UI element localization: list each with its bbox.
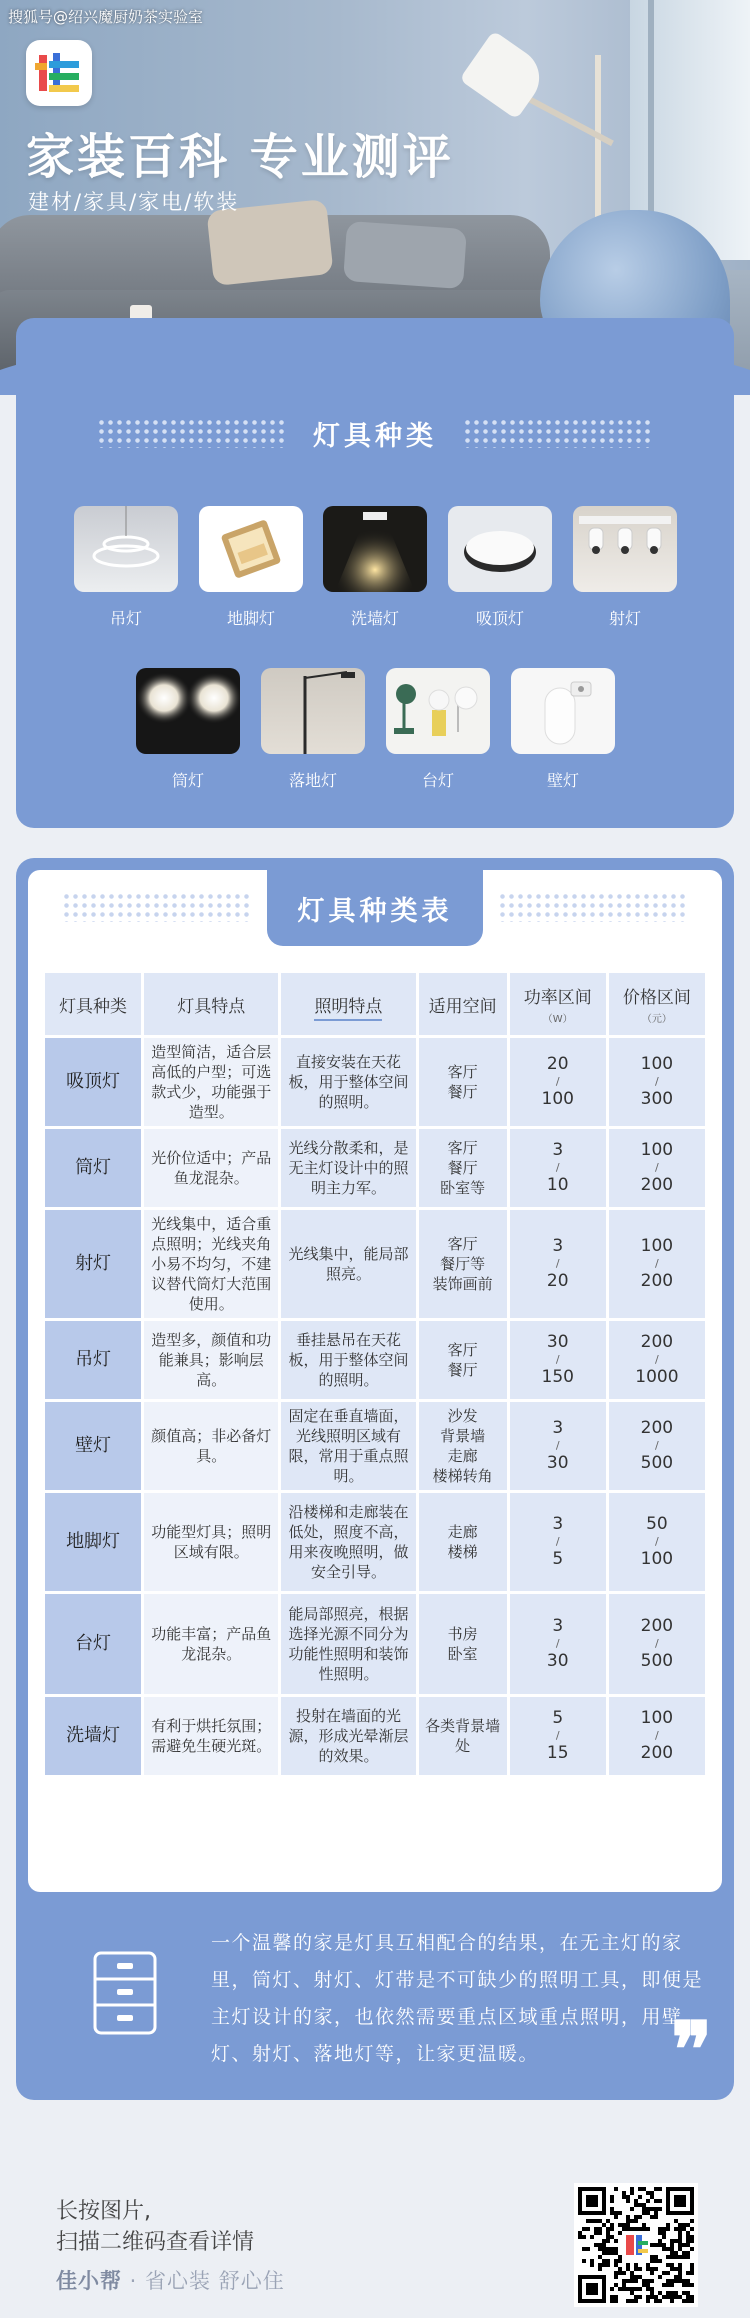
cell-price: 100 / 300 — [609, 1038, 705, 1126]
header-price: 价格区间 （元） — [609, 973, 705, 1035]
lamp-item-wall[interactable] — [511, 668, 615, 791]
cell-space: 书房 卧室 — [419, 1594, 507, 1694]
hero-title: 家装百科 专业测评 — [26, 129, 454, 185]
table-row — [45, 1697, 705, 1775]
cell-space: 走廊 楼梯 — [419, 1493, 507, 1591]
footer-line2: 扫描二维码查看详情 — [56, 2230, 255, 2255]
cell-price: 100 / 200 — [609, 1129, 705, 1207]
cell-power: 20 / 100 — [510, 1038, 606, 1126]
lamp-label: 吊灯 — [109, 609, 142, 628]
lamp-label: 筒灯 — [171, 771, 204, 790]
watermark: 搜狐号@绍兴魔厨奶茶实验室 — [8, 8, 204, 26]
lamp-label: 地脚灯 — [226, 609, 275, 628]
table-row — [45, 1402, 705, 1490]
cell-lighting: 沿楼梯和走廊装在低处，照度不高，用来夜晚照明，做安全引导。 — [281, 1493, 415, 1591]
decor-dots — [498, 892, 688, 922]
summary-text: 一个温馨的家是灯具互相配合的结果，在无主灯的家里，筒灯、射灯、灯带是不可缺少的照明工具，即便是主灯设计的家，也依然需要重点区域重点照明，用壁灯、射灯、落地灯等，让家更温暖。 — [211, 1932, 704, 2065]
cell-feature: 造型简洁，适合层高低的户型；可选款式少，功能强于造型。 — [144, 1038, 278, 1126]
table-row — [45, 1129, 705, 1207]
cell-lighting: 光线分散柔和，是无主灯设计中的照明主力军。 — [281, 1129, 415, 1207]
header-power: 功率区间 （W） — [510, 973, 606, 1035]
lamp-comparison-table — [42, 970, 708, 1778]
lamp-item-pendant[interactable] — [74, 506, 178, 629]
table-row — [45, 1210, 705, 1318]
lamp-item-downlight[interactable] — [136, 668, 240, 791]
table-header-row — [45, 973, 705, 1035]
cell-price: 200 / 500 — [609, 1594, 705, 1694]
cell-space: 客厅 餐厅 卧室等 — [419, 1129, 507, 1207]
downlight-icon — [136, 668, 240, 754]
hero-pillow — [343, 221, 467, 289]
header-type: 灯具种类 — [45, 973, 141, 1035]
section-title: 灯具种类表 — [297, 895, 453, 927]
table-row — [45, 1038, 705, 1126]
lamp-grid — [16, 318, 734, 828]
cell-space: 沙发 背景墙 走廊 楼梯转角 — [419, 1402, 507, 1490]
cell-feature: 光价位适中；产品鱼龙混杂。 — [144, 1129, 278, 1207]
pendant-lamp-icon — [74, 506, 178, 592]
cell-space: 各类背景墙处 — [419, 1697, 507, 1775]
lamp-types-card — [16, 318, 734, 828]
lamp-label: 吸顶灯 — [475, 609, 524, 628]
document-icon — [91, 1949, 159, 2037]
cell-price: 200 / 500 — [609, 1402, 705, 1490]
cell-lighting: 能局部照亮，根据选择光源不同分为功能性照明和装饰性照明。 — [281, 1594, 415, 1694]
cell-price: 200 / 1000 — [609, 1321, 705, 1399]
ceiling-lamp-icon — [448, 506, 552, 592]
cell-power: 3 / 30 — [510, 1594, 606, 1694]
cell-feature: 有利于烘托氛围；需避免生硬光斑。 — [144, 1697, 278, 1775]
cell-lighting: 投射在墙面的光源，形成光晕渐层的效果。 — [281, 1697, 415, 1775]
cell-power: 3 / 5 — [510, 1493, 606, 1591]
table-row — [45, 1321, 705, 1399]
section-title: 灯具种类 — [313, 420, 437, 452]
spotlight-icon — [573, 506, 677, 592]
cell-space: 客厅 餐厅 — [419, 1321, 507, 1399]
cell-type: 吸顶灯 — [45, 1038, 141, 1126]
cell-power: 3 / 30 — [510, 1402, 606, 1490]
cell-price: 100 / 200 — [609, 1210, 705, 1318]
footer-slogan: 佳小帮 · 省心装 舒心住 — [56, 2269, 285, 2293]
cell-type: 射灯 — [45, 1210, 141, 1318]
footer-line1: 长按图片, — [56, 2199, 151, 2224]
cell-feature: 光线集中，适合重点照明；光线夹角小易不均匀，不建议替代筒灯大范围使用。 — [144, 1210, 278, 1318]
cell-type: 台灯 — [45, 1594, 141, 1694]
lamp-label: 台灯 — [421, 771, 454, 790]
decor-dots — [62, 892, 252, 922]
lamp-label: 落地灯 — [288, 771, 337, 790]
cell-power: 5 / 15 — [510, 1697, 606, 1775]
cell-feature: 功能型灯具；照明区域有限。 — [144, 1493, 278, 1591]
quote-mark-icon: ❞ — [671, 2005, 712, 2094]
summary-card — [16, 1895, 734, 2100]
lamp-label: 射灯 — [608, 609, 641, 628]
cell-space: 客厅 餐厅等 装饰画前 — [419, 1210, 507, 1318]
cell-power: 30 / 150 — [510, 1321, 606, 1399]
cell-feature: 造型多，颜值和功能兼具；影响层高。 — [144, 1321, 278, 1399]
desk-lamp-icon — [386, 668, 490, 754]
cell-price: 50 / 100 — [609, 1493, 705, 1591]
lamp-item-ceiling[interactable] — [448, 506, 552, 629]
qr-code-icon[interactable] — [574, 2183, 698, 2307]
lamp-table-card — [16, 858, 734, 1920]
header-feature: 灯具特点 — [144, 973, 278, 1035]
header-space: 适用空间 — [419, 973, 507, 1035]
floor-lamp-icon — [261, 668, 365, 754]
cell-type: 筒灯 — [45, 1129, 141, 1207]
wall-lamp-icon — [511, 668, 615, 754]
cell-feature: 功能丰富；产品鱼龙混杂。 — [144, 1594, 278, 1694]
cell-power: 3 / 20 — [510, 1210, 606, 1318]
cell-type: 地脚灯 — [45, 1493, 141, 1591]
header-lighting: 照明特点 — [281, 973, 415, 1035]
cell-lighting: 垂挂悬吊在天花板，用于整体空间的照明。 — [281, 1321, 415, 1399]
lamp-label: 洗墙灯 — [350, 609, 399, 628]
brand-logo-icon — [26, 40, 92, 106]
cell-feature: 颜值高；非必备灯具。 — [144, 1402, 278, 1490]
cell-lighting: 固定在垂直墙面，光线照明区域有限，常用于重点照明。 — [281, 1402, 415, 1490]
lamp-item-desk[interactable] — [386, 668, 490, 791]
lamp-item-floor[interactable] — [261, 668, 365, 791]
table-row — [45, 1594, 705, 1694]
cell-type: 壁灯 — [45, 1402, 141, 1490]
cell-lighting: 光线集中，能局部照亮。 — [281, 1210, 415, 1318]
lamp-label: 壁灯 — [546, 771, 579, 790]
table-row — [45, 1493, 705, 1591]
lamp-item-floor-recessed[interactable] — [199, 506, 303, 629]
hero-subtitle: 建材/家具/家电/软装 — [28, 190, 240, 214]
footer — [0, 2128, 750, 2318]
table-panel — [28, 870, 722, 1892]
cell-price: 100 / 200 — [609, 1697, 705, 1775]
cell-power: 3 / 10 — [510, 1129, 606, 1207]
cell-lighting: 直接安装在天花板，用于整体空间的照明。 — [281, 1038, 415, 1126]
wall-washer-lamp-icon — [323, 506, 427, 592]
lamp-item-spotlight[interactable] — [573, 506, 677, 629]
section-title-tab — [267, 870, 483, 946]
floor-recessed-lamp-icon — [199, 506, 303, 592]
cell-type: 吊灯 — [45, 1321, 141, 1399]
cell-space: 客厅 餐厅 — [419, 1038, 507, 1126]
lamp-item-wall-washer[interactable] — [323, 506, 427, 629]
cell-type: 洗墙灯 — [45, 1697, 141, 1775]
